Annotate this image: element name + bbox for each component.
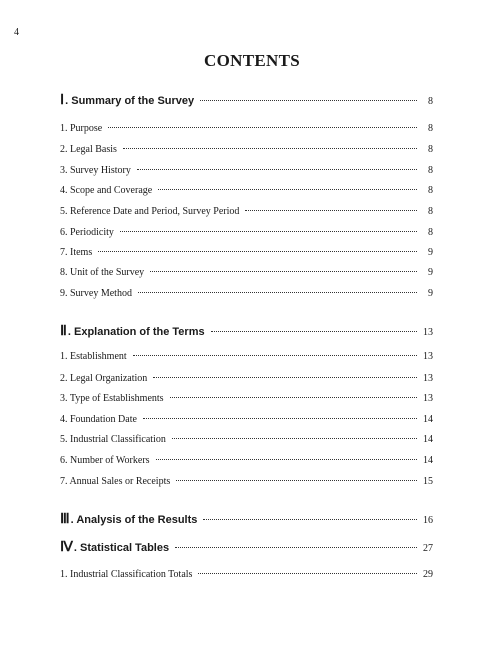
dot-leader	[175, 547, 417, 548]
toc-item-label: 6. Periodicity	[60, 227, 114, 238]
dot-leader	[120, 231, 417, 232]
toc-item[interactable]	[60, 206, 433, 217]
toc-item[interactable]	[60, 569, 433, 580]
toc-section-label: Ⅳ. Statistical Tables	[60, 540, 170, 555]
section-numeral: Ⅰ	[60, 93, 65, 108]
dot-leader	[123, 148, 417, 149]
toc-item[interactable]	[60, 267, 433, 278]
toc-page-number: 29	[423, 569, 433, 580]
dot-leader	[143, 418, 417, 419]
dot-leader	[176, 480, 417, 481]
toc-page-number: 9	[428, 267, 433, 278]
dot-leader	[150, 271, 417, 272]
toc-item-label: 3. Survey History	[60, 165, 131, 176]
toc-page-number: 8	[428, 123, 433, 134]
toc-page-number: 8	[428, 96, 433, 107]
toc-page-number: 27	[423, 543, 433, 554]
toc-section-label: Ⅱ. Explanation of the Terms	[60, 324, 205, 339]
section-numeral: Ⅱ	[60, 324, 67, 339]
toc-item-label: 5. Industrial Classification	[60, 434, 166, 445]
dot-leader	[245, 210, 417, 211]
dot-leader	[137, 169, 417, 170]
toc-item-label: 1. Industrial Classification Totals	[60, 569, 193, 580]
dot-leader	[203, 519, 417, 520]
dot-leader	[172, 438, 417, 439]
toc-page-number: 13	[423, 393, 433, 404]
toc-item-label: 6. Number of Workers	[60, 455, 150, 466]
toc-section-1[interactable]	[60, 92, 433, 109]
toc-page-number: 8	[428, 144, 433, 155]
toc-item[interactable]	[60, 144, 433, 155]
dot-leader	[211, 331, 417, 332]
toc-item-label: 4. Foundation Date	[60, 414, 137, 425]
toc-item[interactable]	[60, 414, 433, 425]
toc-item-label: 3. Type of Establishments	[60, 393, 164, 404]
page-title: CONTENTS	[204, 51, 300, 70]
toc-page-number: 14	[423, 455, 433, 466]
toc-page-number: 15	[423, 476, 433, 487]
toc-item[interactable]	[60, 373, 433, 384]
toc-page-number: 16	[423, 515, 433, 526]
toc-section-4[interactable]	[60, 539, 433, 556]
toc-item[interactable]	[60, 288, 433, 299]
toc-item[interactable]	[60, 393, 433, 404]
toc-item-label: 2. Legal Basis	[60, 144, 117, 155]
toc-item-label: 4. Scope and Coverage	[60, 185, 153, 196]
toc-item[interactable]	[60, 434, 433, 445]
toc-page-number: 8	[428, 227, 433, 238]
toc-item[interactable]	[60, 351, 433, 362]
toc-page-number: 9	[428, 288, 433, 299]
toc-page-number: 13	[423, 327, 433, 338]
dot-leader	[200, 100, 417, 101]
page-number: 4	[14, 27, 19, 38]
toc-item-label: 5. Reference Date and Period, Survey Period	[60, 206, 240, 217]
toc-section-3[interactable]	[60, 511, 433, 528]
toc-item-label: 7. Annual Sales or Receipts	[60, 476, 171, 487]
toc-item[interactable]	[60, 165, 433, 176]
toc-item[interactable]	[60, 123, 433, 134]
toc-item[interactable]	[60, 185, 433, 196]
toc-page-number: 14	[423, 414, 433, 425]
toc-item[interactable]	[60, 455, 433, 466]
toc-item-label: 7. Items	[60, 247, 93, 258]
toc-item[interactable]	[60, 227, 433, 238]
toc-page-number: 8	[428, 206, 433, 217]
toc-section-label: Ⅰ. Summary of the Survey	[60, 93, 195, 108]
dot-leader	[158, 189, 417, 190]
toc-section-2[interactable]	[60, 323, 433, 340]
dot-leader	[98, 251, 417, 252]
toc-page-number: 8	[428, 185, 433, 196]
toc-item-label: 8. Unit of the Survey	[60, 267, 145, 278]
dot-leader	[170, 397, 417, 398]
toc-item-label: 1. Purpose	[60, 123, 103, 134]
dot-leader	[138, 292, 417, 293]
toc-page-number: 13	[423, 373, 433, 384]
dot-leader	[153, 377, 417, 378]
toc-item[interactable]	[60, 247, 433, 258]
toc-page-number: 8	[428, 165, 433, 176]
toc-item-label: 1. Establishment	[60, 351, 127, 362]
toc-item[interactable]	[60, 476, 433, 487]
section-numeral: Ⅳ	[60, 540, 73, 555]
dot-leader	[108, 127, 417, 128]
dot-leader	[133, 355, 417, 356]
toc-page-number: 14	[423, 434, 433, 445]
toc-item-label: 9. Survey Method	[60, 288, 132, 299]
dot-leader	[156, 459, 417, 460]
section-numeral: Ⅲ	[60, 512, 70, 527]
toc-page-number: 9	[428, 247, 433, 258]
toc-section-label: Ⅲ. Analysis of the Results	[60, 512, 198, 527]
toc-page-number: 13	[423, 351, 433, 362]
dot-leader	[198, 573, 417, 574]
toc-item-label: 2. Legal Organization	[60, 373, 148, 384]
